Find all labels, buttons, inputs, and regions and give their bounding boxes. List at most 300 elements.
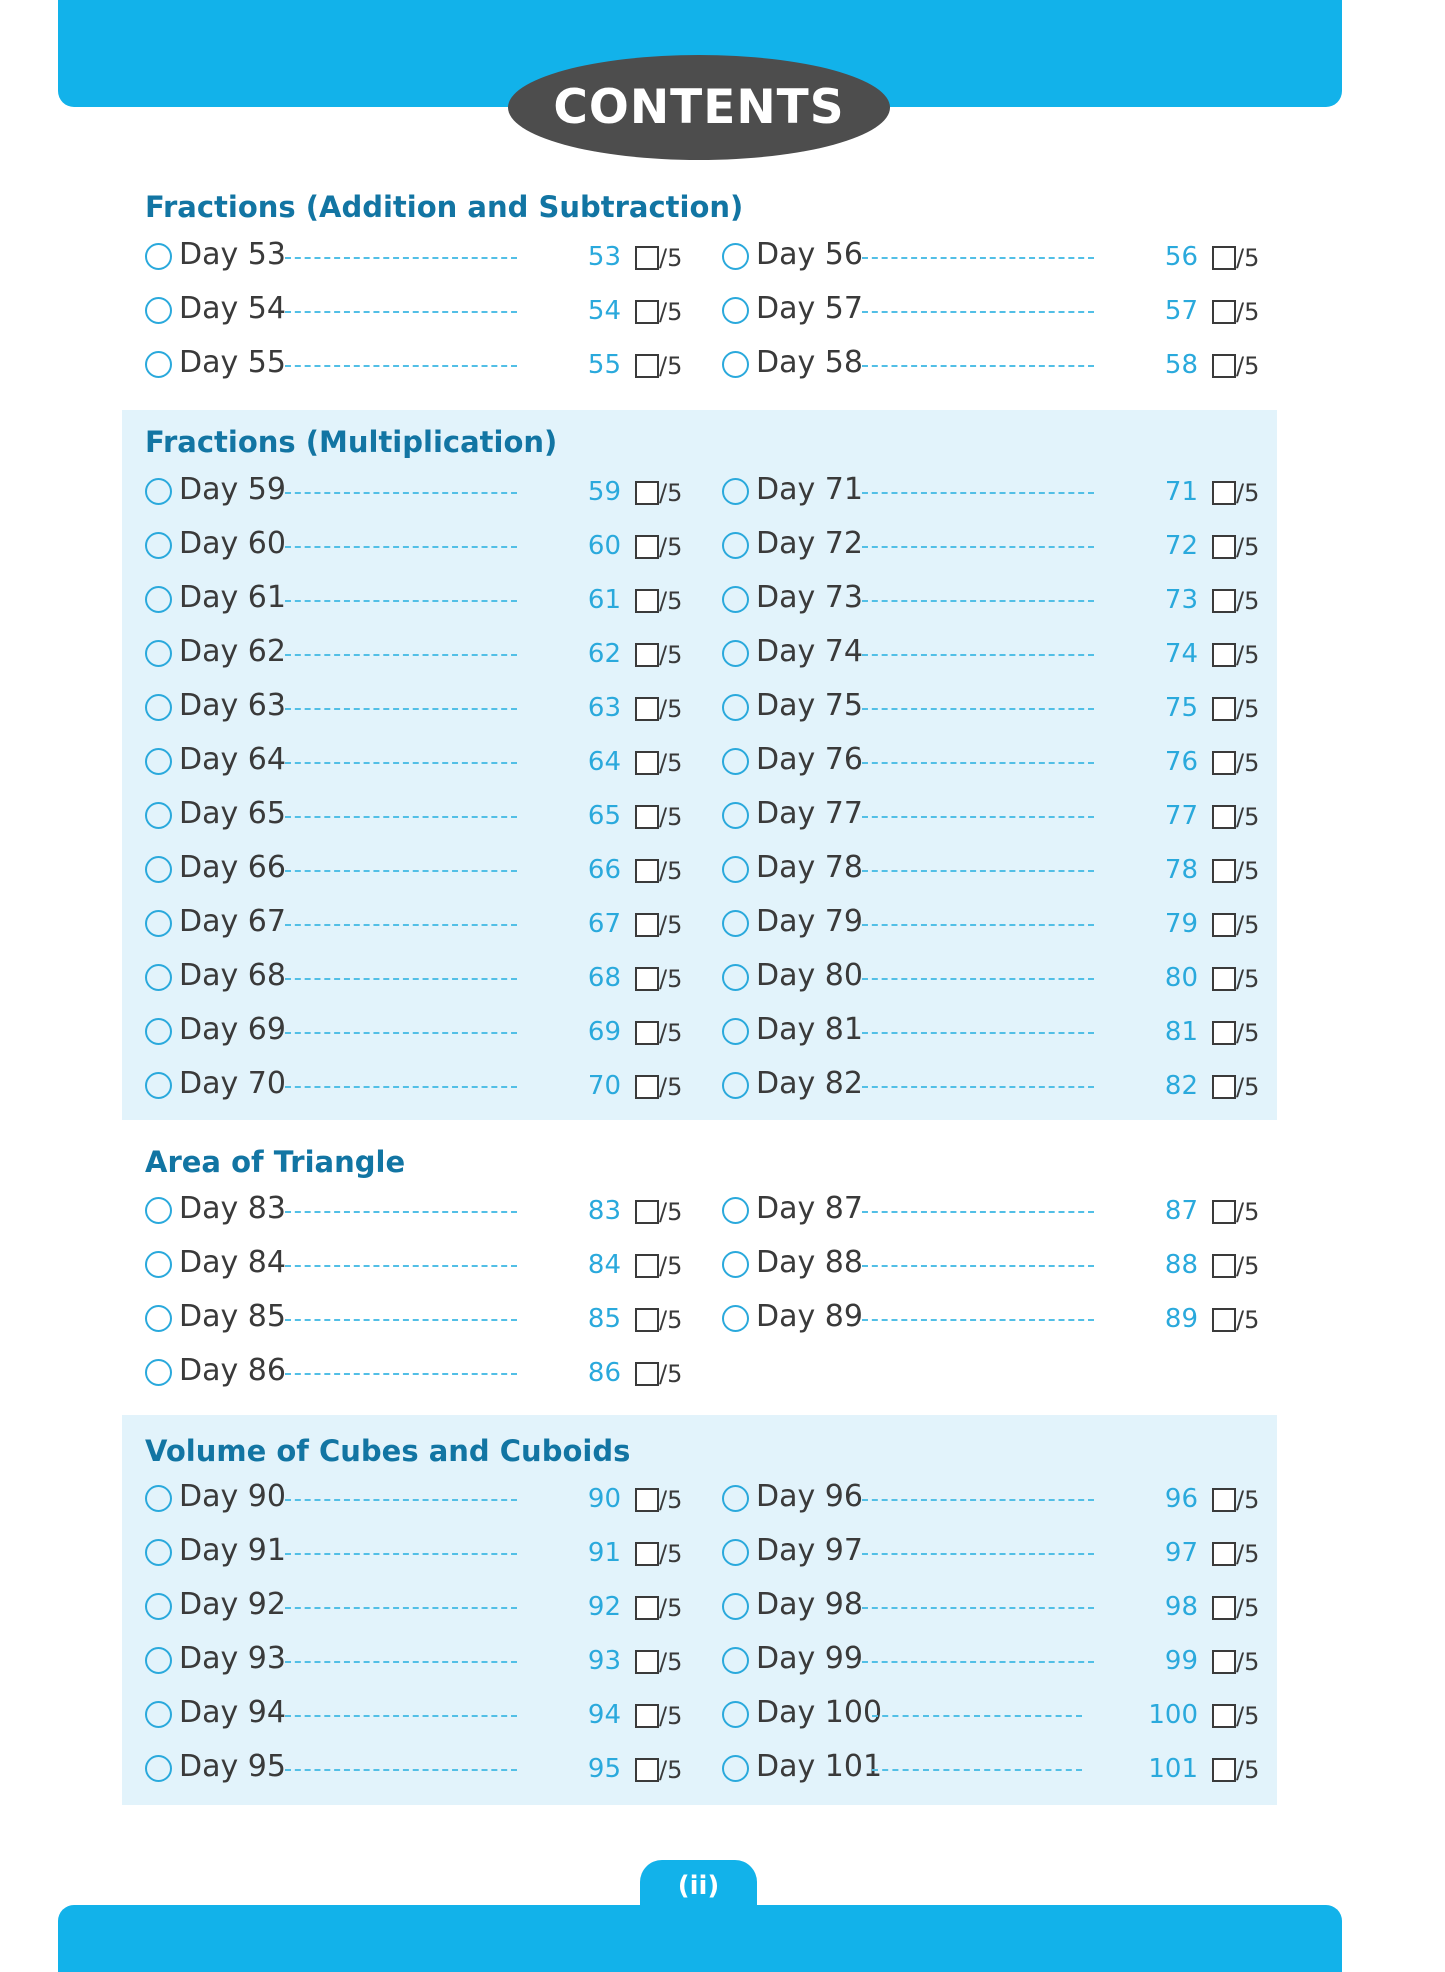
page-number: 64 [587, 747, 621, 777]
contents-entry [722, 1241, 1262, 1295]
score-box[interactable] [1212, 481, 1236, 505]
dotted-leader [862, 1661, 1094, 1663]
left-column [145, 1187, 685, 1403]
contents-entry [722, 1637, 1262, 1691]
score-total: /5 [1236, 244, 1260, 272]
contents-entry [722, 1187, 1262, 1241]
day-label: Day 89 [756, 1299, 863, 1334]
completion-circle[interactable] [145, 964, 172, 991]
dotted-leader [285, 1661, 517, 1663]
score-box[interactable] [1212, 1075, 1236, 1099]
score-box[interactable] [1212, 300, 1236, 324]
completion-circle[interactable] [145, 802, 172, 829]
score-total: /5 [1236, 1073, 1260, 1101]
contents-entry [722, 341, 1262, 395]
completion-circle[interactable] [145, 1701, 172, 1728]
score-box[interactable] [1212, 967, 1236, 991]
day-label: Day 95 [179, 1749, 286, 1784]
left-column [145, 233, 685, 395]
contents-entry [722, 1529, 1262, 1583]
score-total: /5 [659, 803, 683, 831]
dotted-leader [285, 1715, 517, 1717]
completion-circle[interactable] [722, 532, 749, 559]
completion-circle[interactable] [145, 1593, 172, 1620]
score-total: /5 [659, 587, 683, 615]
completion-circle[interactable] [722, 478, 749, 505]
score-box[interactable] [635, 1075, 659, 1099]
completion-circle[interactable] [145, 1359, 172, 1386]
score-box[interactable] [635, 697, 659, 721]
completion-circle[interactable] [722, 1539, 749, 1566]
contents-entry [145, 233, 685, 287]
score-total: /5 [1236, 695, 1260, 723]
page-number: (ii) [677, 1871, 720, 1901]
dotted-leader [285, 762, 517, 764]
section-area-of-triangle [122, 1130, 1277, 1405]
completion-circle[interactable] [145, 1072, 172, 1099]
score-total: /5 [1236, 1306, 1260, 1334]
score-total: /5 [659, 1540, 683, 1568]
dotted-leader [285, 1211, 517, 1213]
score-box[interactable] [635, 300, 659, 324]
completion-circle[interactable] [722, 802, 749, 829]
score-total: /5 [1236, 1540, 1260, 1568]
completion-circle[interactable] [722, 1647, 749, 1674]
score-total: /5 [659, 641, 683, 669]
day-label: Day 61 [179, 580, 286, 615]
score-total: /5 [1236, 1756, 1260, 1784]
contents-entry [722, 1295, 1262, 1349]
completion-circle[interactable] [722, 694, 749, 721]
completion-circle[interactable] [145, 1647, 172, 1674]
completion-circle[interactable] [145, 1251, 172, 1278]
contents-entry [145, 1583, 685, 1637]
score-box[interactable] [635, 1200, 659, 1224]
score-box[interactable] [635, 1758, 659, 1782]
page-number: 84 [587, 1250, 621, 1280]
day-label: Day 73 [756, 580, 863, 615]
score-box[interactable] [1212, 1596, 1236, 1620]
section-title: Volume of Cubes and Cuboids [145, 1434, 631, 1468]
page-number: 99 [1164, 1646, 1198, 1676]
dotted-leader [862, 708, 1094, 710]
score-box[interactable] [1212, 697, 1236, 721]
contents-entry [145, 1187, 685, 1241]
score-box[interactable] [1212, 1308, 1236, 1332]
day-label: Day 83 [179, 1191, 286, 1226]
page-number: 93 [587, 1646, 621, 1676]
score-box[interactable] [1212, 1650, 1236, 1674]
page-number: 69 [587, 1017, 621, 1047]
day-label: Day 93 [179, 1641, 286, 1676]
score-box[interactable] [1212, 913, 1236, 937]
dotted-leader [285, 1319, 517, 1321]
page-number: 73 [1164, 585, 1198, 615]
completion-circle[interactable] [145, 478, 172, 505]
day-label: Day 72 [756, 526, 863, 561]
contents-title-badge [508, 55, 890, 160]
dotted-leader [872, 1715, 1082, 1717]
page-number: 66 [587, 855, 621, 885]
left-column [145, 1475, 685, 1799]
score-box[interactable] [1212, 589, 1236, 613]
completion-circle[interactable] [145, 1305, 172, 1332]
score-box[interactable] [635, 859, 659, 883]
contents-entry [145, 1349, 685, 1403]
score-box[interactable] [1212, 1488, 1236, 1512]
completion-circle[interactable] [145, 748, 172, 775]
section-fractions-addition-subtraction [122, 185, 1277, 395]
day-label: Day 87 [756, 1191, 863, 1226]
day-label: Day 71 [756, 472, 863, 507]
contents-entry [722, 954, 1262, 1008]
contents-entry [722, 1475, 1262, 1529]
day-label: Day 66 [179, 850, 286, 885]
page-number: 80 [1164, 963, 1198, 993]
score-box[interactable] [635, 1596, 659, 1620]
score-total: /5 [1236, 1702, 1260, 1730]
dotted-leader [862, 1319, 1094, 1321]
page-number: 62 [587, 639, 621, 669]
day-label: Day 58 [756, 345, 863, 380]
day-label: Day 91 [179, 1533, 286, 1568]
score-box[interactable] [1212, 643, 1236, 667]
contents-entry [145, 522, 685, 576]
dotted-leader [285, 1769, 517, 1771]
score-box[interactable] [635, 535, 659, 559]
dotted-leader [862, 870, 1094, 872]
completion-circle[interactable] [722, 1197, 749, 1224]
completion-circle[interactable] [722, 964, 749, 991]
completion-circle[interactable] [722, 1018, 749, 1045]
score-box[interactable] [635, 246, 659, 270]
score-total: /5 [659, 1756, 683, 1784]
completion-circle[interactable] [722, 586, 749, 613]
page-number: 72 [1164, 531, 1198, 561]
day-label: Day 55 [179, 345, 286, 380]
day-label: Day 100 [756, 1695, 883, 1730]
completion-circle[interactable] [145, 1539, 172, 1566]
dotted-leader [285, 311, 517, 313]
score-box[interactable] [1212, 1254, 1236, 1278]
section-fractions-multiplication [122, 410, 1277, 1120]
score-total: /5 [1236, 298, 1260, 326]
score-box[interactable] [1212, 1021, 1236, 1045]
score-box[interactable] [635, 1488, 659, 1512]
score-total: /5 [1236, 1019, 1260, 1047]
day-label: Day 76 [756, 742, 863, 777]
dotted-leader [862, 492, 1094, 494]
contents-entry [722, 1062, 1262, 1116]
score-total: /5 [1236, 533, 1260, 561]
right-column [722, 1475, 1262, 1799]
page-number: 75 [1164, 693, 1198, 723]
completion-circle[interactable] [145, 1755, 172, 1782]
dotted-leader [285, 1607, 517, 1609]
page-number: 94 [587, 1700, 621, 1730]
day-label: Day 57 [756, 291, 863, 326]
score-total: /5 [659, 244, 683, 272]
score-box[interactable] [635, 1650, 659, 1674]
completion-circle[interactable] [722, 1701, 749, 1728]
section-volume-cubes-cuboids [122, 1415, 1277, 1805]
day-label: Day 94 [179, 1695, 286, 1730]
score-box[interactable] [1212, 535, 1236, 559]
score-total: /5 [659, 1648, 683, 1676]
contents-entry [145, 287, 685, 341]
dotted-leader [862, 816, 1094, 818]
day-label: Day 81 [756, 1012, 863, 1047]
completion-circle[interactable] [145, 856, 172, 883]
dotted-leader [862, 1265, 1094, 1267]
page-number: 82 [1164, 1071, 1198, 1101]
score-total: /5 [659, 1198, 683, 1226]
completion-circle[interactable] [722, 243, 749, 270]
page-number: 100 [1148, 1700, 1198, 1730]
completion-circle[interactable] [145, 1197, 172, 1224]
right-column [722, 468, 1262, 1116]
completion-circle[interactable] [722, 640, 749, 667]
completion-circle[interactable] [145, 694, 172, 721]
contents-entry [722, 846, 1262, 900]
page-number: 88 [1164, 1250, 1198, 1280]
day-label: Day 90 [179, 1479, 286, 1514]
score-box[interactable] [635, 1362, 659, 1386]
score-total: /5 [659, 1486, 683, 1514]
page-number: 85 [587, 1304, 621, 1334]
score-total: /5 [659, 911, 683, 939]
completion-circle[interactable] [145, 640, 172, 667]
score-box[interactable] [635, 643, 659, 667]
day-label: Day 74 [756, 634, 863, 669]
score-total: /5 [659, 857, 683, 885]
completion-circle[interactable] [145, 586, 172, 613]
contents-entry [145, 468, 685, 522]
score-total: /5 [1236, 587, 1260, 615]
score-total: /5 [1236, 857, 1260, 885]
score-box[interactable] [1212, 1200, 1236, 1224]
dotted-leader [862, 1499, 1094, 1501]
contents-entry [145, 954, 685, 1008]
score-total: /5 [1236, 1594, 1260, 1622]
score-box[interactable] [635, 481, 659, 505]
day-label: Day 68 [179, 958, 286, 993]
page-number: 97 [1164, 1538, 1198, 1568]
contents-entry [145, 738, 685, 792]
completion-circle[interactable] [722, 1072, 749, 1099]
left-column [145, 468, 685, 1116]
dotted-leader [285, 1499, 517, 1501]
score-box[interactable] [635, 1021, 659, 1045]
day-label: Day 65 [179, 796, 286, 831]
dotted-leader [862, 1553, 1094, 1555]
contents-entry [145, 1295, 685, 1349]
page-number: 65 [587, 801, 621, 831]
completion-circle[interactable] [722, 910, 749, 937]
page-number: 79 [1164, 909, 1198, 939]
contents-entry [145, 1637, 685, 1691]
section-title: Area of Triangle [145, 1145, 406, 1179]
day-label: Day 78 [756, 850, 863, 885]
day-label: Day 96 [756, 1479, 863, 1514]
day-label: Day 86 [179, 1353, 286, 1388]
page-number: 54 [587, 296, 621, 326]
score-total: /5 [1236, 1648, 1260, 1676]
contents-entry [145, 792, 685, 846]
score-box[interactable] [635, 1704, 659, 1728]
completion-circle[interactable] [722, 1593, 749, 1620]
dotted-leader [285, 365, 517, 367]
score-total: /5 [1236, 352, 1260, 380]
dotted-leader [862, 978, 1094, 980]
score-total: /5 [1236, 965, 1260, 993]
dotted-leader [862, 365, 1094, 367]
score-total: /5 [659, 1594, 683, 1622]
section-title: Fractions (Addition and Subtraction) [145, 190, 744, 224]
day-label: Day 70 [179, 1066, 286, 1101]
dotted-leader [285, 924, 517, 926]
completion-circle[interactable] [145, 532, 172, 559]
contents-entry [722, 792, 1262, 846]
score-box[interactable] [635, 1308, 659, 1332]
contents-entry [722, 738, 1262, 792]
completion-circle[interactable] [722, 297, 749, 324]
score-box[interactable] [635, 805, 659, 829]
completion-circle[interactable] [145, 351, 172, 378]
page-number: 96 [1164, 1484, 1198, 1514]
completion-circle[interactable] [145, 1485, 172, 1512]
completion-circle[interactable] [145, 243, 172, 270]
section-title: Fractions (Multiplication) [145, 425, 558, 459]
page-number: 56 [1164, 242, 1198, 272]
score-box[interactable] [1212, 805, 1236, 829]
contents-entry [145, 1241, 685, 1295]
dotted-leader [285, 1032, 517, 1034]
day-label: Day 63 [179, 688, 286, 723]
day-label: Day 67 [179, 904, 286, 939]
day-label: Day 54 [179, 291, 286, 326]
completion-circle[interactable] [722, 1251, 749, 1278]
dotted-leader [285, 492, 517, 494]
completion-circle[interactable] [722, 1485, 749, 1512]
dotted-leader [285, 1265, 517, 1267]
score-total: /5 [659, 479, 683, 507]
page-number: 89 [1164, 1304, 1198, 1334]
page-number: 68 [587, 963, 621, 993]
score-box[interactable] [1212, 1542, 1236, 1566]
score-box[interactable] [1212, 1704, 1236, 1728]
score-box[interactable] [1212, 859, 1236, 883]
score-box[interactable] [635, 913, 659, 937]
page-number: 55 [587, 350, 621, 380]
dotted-leader [862, 546, 1094, 548]
completion-circle[interactable] [722, 748, 749, 775]
contents-entry [145, 846, 685, 900]
page-number: 57 [1164, 296, 1198, 326]
bottom-banner [58, 1905, 1342, 1972]
day-label: Day 62 [179, 634, 286, 669]
dotted-leader [285, 1553, 517, 1555]
completion-circle[interactable] [722, 1755, 749, 1782]
page-number: 78 [1164, 855, 1198, 885]
day-label: Day 82 [756, 1066, 863, 1101]
contents-entry [145, 341, 685, 395]
completion-circle[interactable] [145, 1018, 172, 1045]
page-number: 87 [1164, 1196, 1198, 1226]
page-number: 70 [587, 1071, 621, 1101]
score-box[interactable] [635, 589, 659, 613]
score-box[interactable] [635, 967, 659, 991]
contents-entry [145, 576, 685, 630]
score-total: /5 [659, 1702, 683, 1730]
page-number: 92 [587, 1592, 621, 1622]
dotted-leader [285, 257, 517, 259]
dotted-leader [285, 1086, 517, 1088]
completion-circle[interactable] [145, 910, 172, 937]
score-box[interactable] [635, 354, 659, 378]
score-box[interactable] [635, 751, 659, 775]
dotted-leader [872, 1769, 1082, 1771]
dotted-leader [862, 600, 1094, 602]
day-label: Day 59 [179, 472, 286, 507]
day-label: Day 92 [179, 1587, 286, 1622]
score-total: /5 [659, 1073, 683, 1101]
score-total: /5 [659, 1306, 683, 1334]
score-box[interactable] [1212, 751, 1236, 775]
day-label: Day 88 [756, 1245, 863, 1280]
score-total: /5 [659, 965, 683, 993]
dotted-leader [862, 654, 1094, 656]
page-number: 81 [1164, 1017, 1198, 1047]
day-label: Day 75 [756, 688, 863, 723]
score-total: /5 [659, 352, 683, 380]
page-number: 67 [587, 909, 621, 939]
contents-entry [722, 522, 1262, 576]
day-label: Day 64 [179, 742, 286, 777]
score-box[interactable] [635, 1254, 659, 1278]
score-total: /5 [1236, 911, 1260, 939]
completion-circle[interactable] [722, 351, 749, 378]
contents-entry [722, 287, 1262, 341]
dotted-leader [285, 870, 517, 872]
score-box[interactable] [1212, 246, 1236, 270]
completion-circle[interactable] [722, 856, 749, 883]
dotted-leader [862, 1086, 1094, 1088]
contents-entry [145, 1745, 685, 1799]
score-box[interactable] [1212, 1758, 1236, 1782]
score-box[interactable] [635, 1542, 659, 1566]
contents-entry [722, 1583, 1262, 1637]
page-number: 90 [587, 1484, 621, 1514]
score-total: /5 [1236, 641, 1260, 669]
dotted-leader [285, 978, 517, 980]
score-box[interactable] [1212, 354, 1236, 378]
score-total: /5 [659, 1360, 683, 1388]
completion-circle[interactable] [145, 297, 172, 324]
score-total: /5 [1236, 1252, 1260, 1280]
score-total: /5 [659, 1019, 683, 1047]
score-total: /5 [1236, 479, 1260, 507]
page-number: 71 [1164, 477, 1198, 507]
page-number: 86 [587, 1358, 621, 1388]
completion-circle[interactable] [722, 1305, 749, 1332]
contents-entry [722, 468, 1262, 522]
contents-entry [722, 576, 1262, 630]
score-total: /5 [659, 1252, 683, 1280]
score-total: /5 [659, 695, 683, 723]
page-number: 76 [1164, 747, 1198, 777]
contents-entry [145, 1062, 685, 1116]
